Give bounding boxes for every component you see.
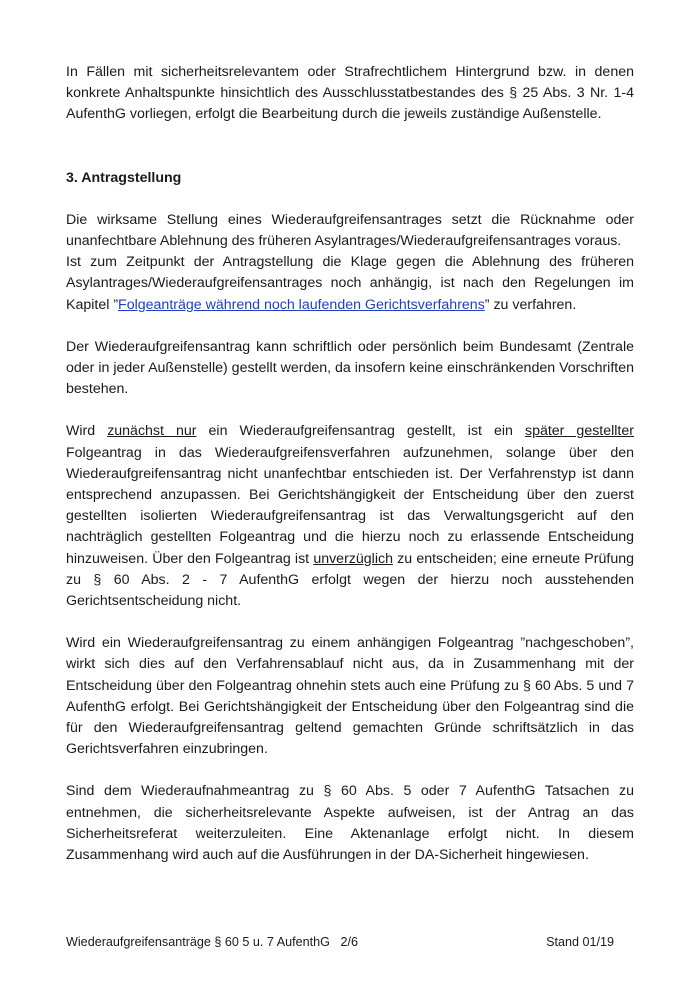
paragraph-text: Folgeantrag in das Wiederaufgreifensverfahren aufzunehmen, solange über den Wiederaufgreifensantrag nicht unanfechtbar entschieden ist. Der Verfahrenstyp ist dann entsprechend anzupassen. Bei Gerichtshängigkeit der Entscheidung über den zuerst gestellten isolierten Wiederaufgreifensantrag ist das Verwaltungsgericht auf den nachträglich gestellten Folgeantrag und die hierzu noch zu erlassende Entscheidung hinzuweisen. Über den Folgeantrag ist xyxy=(66,444,634,567)
paragraph-security-aspects: Sind dem Wiederaufnahmeantrag zu § 60 Abs. 5 oder 7 AufenthG Tatsachen zu entnehmen, die sicherheitsrelevante Aspekte aufweisen, ist der Antrag an das Sicherheitsreferat weiterzuleiten. Eine Aktenanlage erfolgt nicht. In diesem Zusammenhang wird auch auf die Ausführungen in der DA-Sicherheit hingewiesen. xyxy=(66,783,634,864)
paragraph-nachgeschoben: Wird ein Wiederaufgreifensantrag zu einem anhängigen Folgeantrag ”nachgeschoben”, wirkt sich dies auf den Verfahrensablauf nicht aus, da in Zusammenhang mit der Entscheidung über den Folgeantrag ohnehin stets auch eine Prüfung zu § 60 Abs. 5 und 7 AufenthG erfolgt. Bei Gerichtshängigkeit der Entscheidung über den Folgeantrag sind die für den Wiederaufgreifensantrag geltend gemachten Gründe schriftsätzlich in das Gerichtsverfahren einzubringen. xyxy=(66,635,634,758)
link-folgeantraege-gerichtsverfahren[interactable]: Folgeanträge während noch laufenden Gerichtsverfahrens xyxy=(118,296,485,313)
paragraph-text: Die wirksame Stellung eines Wiederaufgreifensantrages setzt die Rücknahme oder unanfechtbare Ablehnung des früheren Asylantrages/Wiederaufgreifensantrages voraus. xyxy=(66,211,634,250)
paragraph-text: Ist zum Zeitpunkt der Antragstellung die Klage gegen die Ablehnung des früheren Asylantrages/Wiederaufgreifensantrages noch anhängig, ist nach den Regelungen im Kapitel ” xyxy=(66,254,634,313)
underlined-text: später gestellter xyxy=(524,423,634,440)
page-footer xyxy=(66,935,614,949)
paragraph-written-or-personal: Der Wiederaufgreifensantrag kann schriftlich oder persönlich beim Bundesamt (Zentrale oder in jeder Außenstelle) gestellt werden, da insofern keine einschränkenden Vorschriften bestehen. xyxy=(66,338,634,398)
paragraph-text: ein Wiederaufgreifensantrag gestellt, ist ein xyxy=(196,423,525,440)
underlined-text: zunächst nur xyxy=(107,423,197,440)
paragraph-security-cases: In Fällen mit sicherheitsrelevantem oder Strafrechtlichem Hintergrund bzw. in denen konkrete Anhaltspunkte hinsichtlich des Ausschlusstatbestandes des § 25 Abs. 3 Nr. 1-4 AufenthG vorliegen, erfolgt die Bearbeitung durch die jeweils zuständige Außenstelle. xyxy=(66,64,634,123)
footer-title: Wiederaufgreifensanträge § 60 5 u. 7 AufenthG 2/6 xyxy=(66,935,358,949)
underlined-text: unverzüglich xyxy=(313,550,393,567)
footer-date: Stand 01/19 xyxy=(546,935,614,949)
paragraph-text: ” zu verfahren. xyxy=(484,296,577,313)
section-heading-antragstellung: 3. Antragstellung xyxy=(66,169,182,186)
paragraph-later-folgeantrag xyxy=(66,421,634,612)
paragraph-text: zu entscheiden; eine erneute Prüfung zu § 60 Abs. 2 - 7 AufenthG erfolgt wegen der hierzu noch ausstehenden Gerichtsentscheidung nicht. xyxy=(66,550,634,610)
paragraph-effective-application xyxy=(66,210,634,316)
document-body xyxy=(66,62,634,866)
paragraph-text: Wird xyxy=(66,423,108,440)
